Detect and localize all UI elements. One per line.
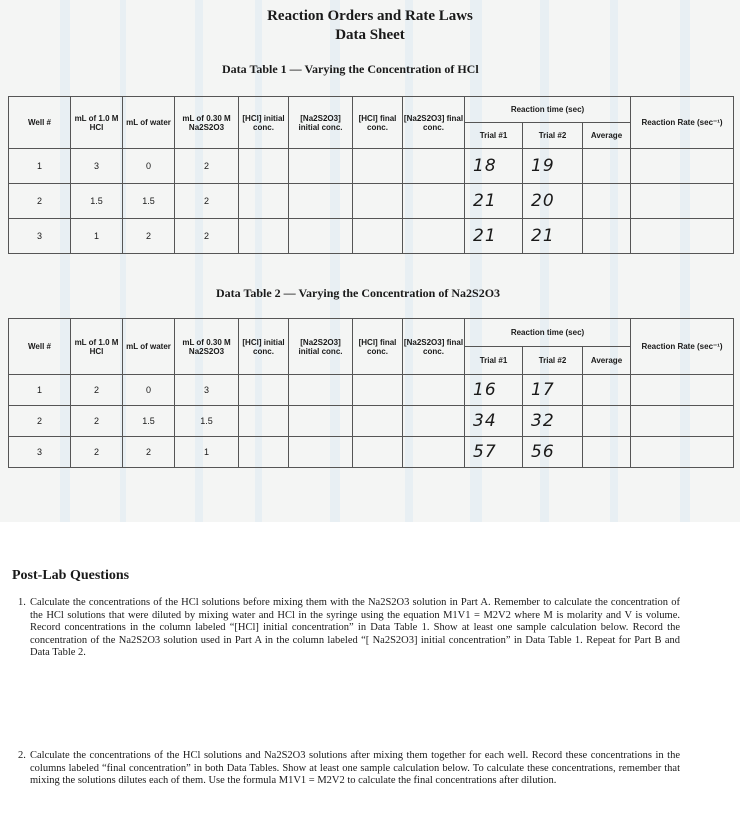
cell-ml-hcl: 1.5: [71, 184, 123, 219]
cell-hcl-initial[interactable]: [239, 219, 289, 254]
cell-rate[interactable]: [631, 406, 734, 437]
cell-well: 2: [9, 406, 71, 437]
cell-average[interactable]: [583, 184, 631, 219]
cell-trial1[interactable]: 21: [465, 184, 523, 219]
cell-hcl-final[interactable]: [353, 184, 403, 219]
question-1-text: Calculate the concentrations of the HCl solutions before mixing them with the Na2S2O3 solution in Part A. Remember to calculate the concentration of the HCl solutions that were diluted by mixing water and HCl in the syringe using the equation M1V1 = M2V2 where M is molarity and V is volume. Record concentrations in the column labeled “[HCl] initial concentration” in Data Table 1. Show at least one sample calculation below. Record the concentration of the Na2S2O3 solution used in Part A in the column labeled “[ Na2S2O3] initial concentration” in Data Table 1. Repeat for Part B and Data Table 2.: [30, 597, 680, 658]
cell-average[interactable]: [583, 219, 631, 254]
cell-ml-water: 0: [123, 149, 175, 184]
cell-ml-water: 1.5: [123, 184, 175, 219]
header-trial2: Trial #2: [523, 347, 583, 375]
cell-average[interactable]: [583, 406, 631, 437]
header-trial2: Trial #2: [523, 123, 583, 149]
cell-hcl-final[interactable]: [353, 406, 403, 437]
header-ml-hcl: mL of 1.0 M HCl: [71, 319, 123, 375]
header-trial1: Trial #1: [465, 123, 523, 149]
data-table-2: [8, 318, 734, 468]
cell-hcl-initial[interactable]: [239, 375, 289, 406]
cell-hcl-final[interactable]: [353, 219, 403, 254]
header-average: Average: [583, 123, 631, 149]
cell-trial1[interactable]: 21: [465, 219, 523, 254]
cell-thio-initial[interactable]: [289, 406, 353, 437]
question-1-number: 1.: [18, 597, 26, 608]
header-average: Average: [583, 347, 631, 375]
cell-thio-final[interactable]: [403, 406, 465, 437]
cell-well: 1: [9, 375, 71, 406]
header-ml-thio: mL of 0.30 M Na2S2O3: [175, 97, 239, 149]
header-ml-thio: mL of 0.30 M Na2S2O3: [175, 319, 239, 375]
cell-rate[interactable]: [631, 184, 734, 219]
header-ml-water: mL of water: [123, 97, 175, 149]
question-2-number: 2.: [18, 750, 26, 761]
cell-hcl-initial[interactable]: [239, 184, 289, 219]
cell-average[interactable]: [583, 437, 631, 468]
table1-caption: Data Table 1 — Varying the Concentration of HCl: [222, 62, 479, 76]
header-well: Well #: [9, 97, 71, 149]
cell-ml-water: 0: [123, 375, 175, 406]
cell-ml-hcl: 2: [71, 406, 123, 437]
cell-hcl-final[interactable]: [353, 375, 403, 406]
cell-ml-thio: 2: [175, 149, 239, 184]
cell-average[interactable]: [583, 375, 631, 406]
cell-average[interactable]: [583, 149, 631, 184]
header-reaction-time: Reaction time (sec): [465, 319, 631, 347]
cell-thio-initial[interactable]: [289, 219, 353, 254]
cell-ml-hcl: 2: [71, 375, 123, 406]
header-thio-initial: [Na2S2O3] initial conc.: [289, 97, 353, 149]
question-2-text: Calculate the concentrations of the HCl solutions and Na2S2O3 solutions after mixing them together for each well. Record these concentrations in the columns labeled “final concentration” in both Data Tables. Show at least one sample calculation below. To calculate these concentrations, remember that mixing the solutions dilutes each of them. Use the formula M1V1 = M2V2 to calculate the final concentrations after dilution.: [30, 750, 680, 786]
cell-hcl-initial[interactable]: [239, 437, 289, 468]
cell-ml-thio: 2: [175, 184, 239, 219]
cell-ml-thio: 2: [175, 219, 239, 254]
page-title: Reaction Orders and Rate Laws: [267, 8, 473, 24]
cell-trial1[interactable]: 57: [465, 437, 523, 468]
cell-ml-hcl: 3: [71, 149, 123, 184]
cell-trial2[interactable]: 32: [523, 406, 583, 437]
data-table-1: [8, 96, 734, 254]
cell-trial1[interactable]: 18: [465, 149, 523, 184]
cell-thio-initial[interactable]: [289, 437, 353, 468]
header-rate: Reaction Rate (sec⁻¹): [631, 97, 734, 149]
cell-well: 3: [9, 219, 71, 254]
cell-trial2[interactable]: 19: [523, 149, 583, 184]
cell-thio-final[interactable]: [403, 437, 465, 468]
header-hcl-final: [HCl] final conc.: [353, 319, 403, 375]
cell-rate[interactable]: [631, 149, 734, 184]
cell-thio-initial[interactable]: [289, 149, 353, 184]
cell-rate[interactable]: [631, 375, 734, 406]
cell-thio-final[interactable]: [403, 149, 465, 184]
cell-well: 2: [9, 184, 71, 219]
cell-ml-thio: 3: [175, 375, 239, 406]
cell-trial2[interactable]: 20: [523, 184, 583, 219]
cell-ml-hcl: 2: [71, 437, 123, 468]
page-subtitle: Data Sheet: [335, 27, 405, 43]
header-well: Well #: [9, 319, 71, 375]
cell-hcl-initial[interactable]: [239, 149, 289, 184]
header-thio-final: [Na2S2O3] final conc.: [403, 97, 465, 149]
header-thio-final: [Na2S2O3] final conc.: [403, 319, 465, 375]
cell-trial1[interactable]: 34: [465, 406, 523, 437]
cell-well: 3: [9, 437, 71, 468]
table-row: [9, 219, 734, 254]
header-trial1: Trial #1: [465, 347, 523, 375]
header-ml-water: mL of water: [123, 319, 175, 375]
cell-thio-final[interactable]: [403, 184, 465, 219]
cell-ml-thio: 1.5: [175, 406, 239, 437]
cell-hcl-initial[interactable]: [239, 406, 289, 437]
table-row: [9, 437, 734, 468]
cell-thio-initial[interactable]: [289, 184, 353, 219]
cell-ml-water: 1.5: [123, 406, 175, 437]
cell-ml-water: 2: [123, 219, 175, 254]
header-hcl-final: [HCl] final conc.: [353, 97, 403, 149]
table-row: [9, 149, 734, 184]
cell-well: 1: [9, 149, 71, 184]
cell-hcl-final[interactable]: [353, 149, 403, 184]
cell-trial2[interactable]: 17: [523, 375, 583, 406]
question-1: [18, 597, 680, 660]
cell-trial1[interactable]: 16: [465, 375, 523, 406]
cell-ml-water: 2: [123, 437, 175, 468]
header-hcl-initial: [HCl] initial conc.: [239, 97, 289, 149]
table2-caption: Data Table 2 — Varying the Concentration of Na2S2O3: [216, 286, 501, 300]
cell-thio-final[interactable]: [403, 219, 465, 254]
cell-thio-final[interactable]: [403, 375, 465, 406]
cell-trial2[interactable]: 21: [523, 219, 583, 254]
cell-rate[interactable]: [631, 437, 734, 468]
cell-ml-hcl: 1: [71, 219, 123, 254]
postlab-heading: Post-Lab Questions: [12, 568, 130, 583]
table-row: [9, 184, 734, 219]
header-rate: Reaction Rate (sec⁻¹): [631, 319, 734, 375]
cell-hcl-final[interactable]: [353, 437, 403, 468]
header-ml-hcl: mL of 1.0 M HCl: [71, 97, 123, 149]
cell-thio-initial[interactable]: [289, 375, 353, 406]
header-reaction-time: Reaction time (sec): [465, 97, 631, 123]
table-row: [9, 406, 734, 437]
header-thio-initial: [Na2S2O3] initial conc.: [289, 319, 353, 375]
cell-ml-thio: 1: [175, 437, 239, 468]
header-hcl-initial: [HCl] initial conc.: [239, 319, 289, 375]
cell-trial2[interactable]: 56: [523, 437, 583, 468]
table-row: [9, 375, 734, 406]
question-2: [18, 750, 680, 788]
cell-rate[interactable]: [631, 219, 734, 254]
